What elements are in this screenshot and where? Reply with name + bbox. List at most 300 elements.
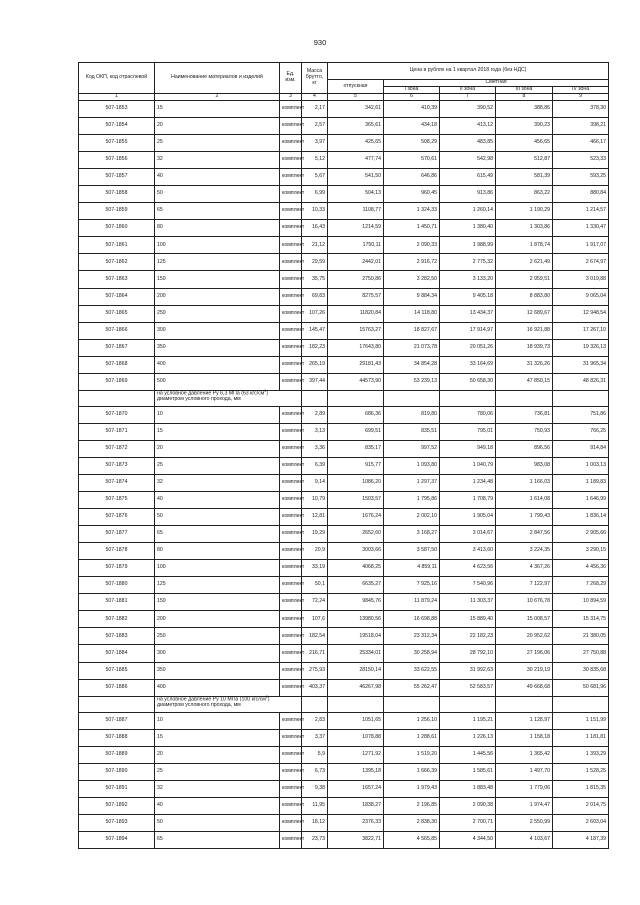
table-row <box>79 220 609 237</box>
product-code: 507-1863 <box>79 271 155 288</box>
product-diameter: 32 <box>155 474 280 491</box>
price-zone-2: 913,86 <box>440 186 496 203</box>
product-diameter: 50 <box>155 509 280 526</box>
price-zone-1: 1 256,10 <box>384 712 440 729</box>
price-zone-3: 18 939,73 <box>496 339 553 356</box>
price-zone-2: 413,12 <box>440 118 496 135</box>
price-release: 11820,84 <box>328 305 384 322</box>
product-unit: комплект <box>280 186 302 203</box>
price-release: 6635,27 <box>328 577 384 594</box>
product-code: 507-1868 <box>79 356 155 373</box>
product-diameter: 20 <box>155 746 280 763</box>
price-zone-4: 30 835,68 <box>553 662 609 679</box>
price-zone-2: 1 040,79 <box>440 457 496 474</box>
product-diameter: 65 <box>155 526 280 543</box>
section-header-empty-cell <box>496 390 553 406</box>
table-row <box>79 509 609 526</box>
product-code: 507-1875 <box>79 492 155 509</box>
price-zone-1: 4 565,85 <box>384 831 440 848</box>
price-zone-1: 4 859,11 <box>384 560 440 577</box>
product-code: 507-1884 <box>79 645 155 662</box>
price-zone-1: 646,86 <box>384 169 440 186</box>
product-diameter: 350 <box>155 339 280 356</box>
price-zone-1: 3 168,27 <box>384 526 440 543</box>
price-zone-1: 18 827,67 <box>384 322 440 339</box>
price-zone-3: 27 196,06 <box>496 645 553 662</box>
price-zone-2: 542,98 <box>440 152 496 169</box>
price-zone-3: 20 952,62 <box>496 628 553 645</box>
product-unit: комплект <box>280 118 302 135</box>
price-release: 3822,71 <box>328 831 384 848</box>
price-zone-2: 1 195,21 <box>440 712 496 729</box>
price-release: 1676,24 <box>328 509 384 526</box>
price-zone-3: 4 367,26 <box>496 560 553 577</box>
product-diameter: 50 <box>155 814 280 831</box>
price-zone-3: 4 103,67 <box>496 831 553 848</box>
price-zone-4: 1 528,25 <box>553 763 609 780</box>
price-zone-4: 27 750,88 <box>553 645 609 662</box>
price-zone-4: 15 314,75 <box>553 611 609 628</box>
product-unit: комплект <box>280 254 302 271</box>
price-zone-4: 2 674,97 <box>553 254 609 271</box>
price-zone-1: 960,45 <box>384 186 440 203</box>
product-diameter: 125 <box>155 254 280 271</box>
section-header-empty-cell <box>384 390 440 406</box>
product-diameter: 40 <box>155 797 280 814</box>
product-mass: 6,99 <box>302 186 328 203</box>
price-zone-4: 3 290,15 <box>553 543 609 560</box>
price-zone-1: 508,29 <box>384 135 440 152</box>
product-code: 507-1854 <box>79 118 155 135</box>
product-code: 507-1893 <box>79 814 155 831</box>
section-header-empty-cell <box>440 390 496 406</box>
product-unit: комплект <box>280 814 302 831</box>
product-code: 507-1872 <box>79 440 155 457</box>
price-zone-3: 1 365,42 <box>496 746 553 763</box>
section-header-empty-cell <box>328 390 384 406</box>
price-zone-4: 398,21 <box>553 118 609 135</box>
product-unit: комплект <box>280 543 302 560</box>
product-unit: комплект <box>280 457 302 474</box>
section-title-line: на условное давление Ру 10 МПа (100 кгс/см <box>157 696 266 703</box>
product-mass: 2,17 <box>302 101 328 118</box>
header-release: отпускная <box>328 80 384 94</box>
product-mass: 20,9 <box>302 543 328 560</box>
price-release: 365,61 <box>328 118 384 135</box>
product-code: 507-1856 <box>79 152 155 169</box>
product-unit: комплект <box>280 679 302 696</box>
product-diameter: 25 <box>155 135 280 152</box>
price-zone-2: 1 445,56 <box>440 746 496 763</box>
price-zone-1: 7 925,16 <box>384 577 440 594</box>
column-number: 1 <box>79 94 155 101</box>
table-row <box>79 594 609 611</box>
price-release: 477,74 <box>328 152 384 169</box>
section-header-empty-cell <box>328 696 384 712</box>
price-release: 29181,43 <box>328 356 384 373</box>
price-zone-1: 1 519,20 <box>384 746 440 763</box>
product-diameter: 25 <box>155 763 280 780</box>
product-code: 507-1866 <box>79 322 155 339</box>
price-zone-4: 914,84 <box>553 440 609 457</box>
product-mass: 145,47 <box>302 322 328 339</box>
price-release: 1838,27 <box>328 797 384 814</box>
table-row <box>79 339 609 356</box>
price-zone-1: 2 916,72 <box>384 254 440 271</box>
table-row <box>79 763 609 780</box>
product-code: 507-1855 <box>79 135 155 152</box>
price-zone-1: 1 450,71 <box>384 220 440 237</box>
product-unit: комплект <box>280 237 302 254</box>
product-unit: комплект <box>280 594 302 611</box>
product-unit: комплект <box>280 423 302 440</box>
product-diameter: 500 <box>155 373 280 390</box>
price-release: 686,36 <box>328 406 384 423</box>
section-header-empty-cell <box>553 696 609 712</box>
product-code: 507-1885 <box>79 662 155 679</box>
price-release: 1750,11 <box>328 237 384 254</box>
price-zone-2: 15 889,40 <box>440 611 496 628</box>
price-zone-3: 1 497,70 <box>496 763 553 780</box>
product-code: 507-1892 <box>79 797 155 814</box>
product-unit: комплект <box>280 492 302 509</box>
price-zone-1: 1 666,39 <box>384 763 440 780</box>
column-number: 8 <box>496 94 553 101</box>
price-zone-4: 2 905,66 <box>553 526 609 543</box>
product-code: 507-1887 <box>79 712 155 729</box>
price-zone-3: 390,23 <box>496 118 553 135</box>
price-release: 13980,56 <box>328 611 384 628</box>
product-code: 507-1867 <box>79 339 155 356</box>
table-body <box>79 101 609 849</box>
price-zone-1: 2 196,85 <box>384 797 440 814</box>
price-zone-1: 14 118,80 <box>384 305 440 322</box>
price-zone-3: 1 166,03 <box>496 474 553 491</box>
product-diameter: 15 <box>155 729 280 746</box>
product-diameter: 400 <box>155 679 280 696</box>
price-zone-3: 2 621,49 <box>496 254 553 271</box>
table-row <box>79 457 609 474</box>
price-zone-3: 983,08 <box>496 457 553 474</box>
price-zone-1: 1 093,80 <box>384 457 440 474</box>
table-row <box>79 797 609 814</box>
price-zone-1: 2 002,10 <box>384 509 440 526</box>
product-unit: комплект <box>280 271 302 288</box>
product-mass: 50,1 <box>302 577 328 594</box>
section-header-row <box>79 390 609 406</box>
price-zone-2: 615,49 <box>440 169 496 186</box>
price-zone-2: 1 260,14 <box>440 203 496 220</box>
product-mass: 9,38 <box>302 780 328 797</box>
product-mass: 5,67 <box>302 169 328 186</box>
price-zone-3: 16 921,88 <box>496 322 553 339</box>
price-zone-1: 23 312,34 <box>384 628 440 645</box>
price-release: 541,50 <box>328 169 384 186</box>
product-mass: 35,75 <box>302 271 328 288</box>
price-zone-4: 1 330,47 <box>553 220 609 237</box>
product-code: 507-1879 <box>79 560 155 577</box>
price-zone-4: 2 603,04 <box>553 814 609 831</box>
column-number: 2 <box>155 94 280 101</box>
price-zone-4: 19 326,13 <box>553 339 609 356</box>
product-code: 507-1890 <box>79 763 155 780</box>
table-row <box>79 780 609 797</box>
product-diameter: 65 <box>155 203 280 220</box>
price-zone-4: 1 151,99 <box>553 712 609 729</box>
price-release: 4068,25 <box>328 560 384 577</box>
price-zone-2: 13 434,37 <box>440 305 496 322</box>
price-release: 25334,01 <box>328 645 384 662</box>
price-zone-1: 1 288,61 <box>384 729 440 746</box>
product-code: 507-1865 <box>79 305 155 322</box>
table-row <box>79 101 609 118</box>
product-mass: 182,23 <box>302 339 328 356</box>
table-row <box>79 628 609 645</box>
price-release: 28150,14 <box>328 662 384 679</box>
table-row <box>79 237 609 254</box>
table-row <box>79 254 609 271</box>
product-unit: комплект <box>280 509 302 526</box>
table-row <box>79 322 609 339</box>
price-zone-3: 2 847,56 <box>496 526 553 543</box>
price-zone-2: 9 405,18 <box>440 288 496 305</box>
table-row <box>79 679 609 696</box>
product-diameter: 150 <box>155 271 280 288</box>
table-row <box>79 288 609 305</box>
product-mass: 5,12 <box>302 152 328 169</box>
header-zone-2: II зона <box>440 87 496 94</box>
table-row <box>79 729 609 746</box>
price-zone-1: 1 979,43 <box>384 780 440 797</box>
product-code: 507-1864 <box>79 288 155 305</box>
price-zone-4: 1 917,07 <box>553 237 609 254</box>
price-release: 1395,18 <box>328 763 384 780</box>
price-zone-3: 1 158,18 <box>496 729 553 746</box>
price-zone-3: 736,81 <box>496 406 553 423</box>
price-release: 2652,60 <box>328 526 384 543</box>
price-zone-3: 581,39 <box>496 169 553 186</box>
price-zone-3: 12 689,67 <box>496 305 553 322</box>
price-zone-3: 47 850,15 <box>496 373 553 390</box>
product-diameter: 15 <box>155 423 280 440</box>
column-number-row <box>79 94 609 101</box>
product-mass: 29,59 <box>302 254 328 271</box>
product-diameter: 125 <box>155 577 280 594</box>
price-zone-2: 33 164,69 <box>440 356 496 373</box>
column-number: 5 <box>328 94 384 101</box>
product-code: 507-1877 <box>79 526 155 543</box>
product-diameter: 250 <box>155 305 280 322</box>
section-header-empty-cell <box>302 390 328 406</box>
table-row <box>79 543 609 560</box>
table-row <box>79 492 609 509</box>
price-zone-3: 388,86 <box>496 101 553 118</box>
price-release: 1051,65 <box>328 712 384 729</box>
price-release: 1078,88 <box>328 729 384 746</box>
section-header-code-cell <box>79 390 155 406</box>
product-diameter: 250 <box>155 628 280 645</box>
table-row <box>79 152 609 169</box>
price-zone-2: 4 623,56 <box>440 560 496 577</box>
price-release: 46267,98 <box>328 679 384 696</box>
product-mass: 5,9 <box>302 746 328 763</box>
product-unit: комплект <box>280 746 302 763</box>
price-zone-4: 3 019,88 <box>553 271 609 288</box>
price-release: 1214,59 <box>328 220 384 237</box>
table-row <box>79 135 609 152</box>
product-diameter: 65 <box>155 831 280 848</box>
price-zone-1: 9 884,34 <box>384 288 440 305</box>
price-zone-1: 55 262,47 <box>384 679 440 696</box>
price-release: 17643,80 <box>328 339 384 356</box>
table-row <box>79 406 609 423</box>
product-unit: комплект <box>280 440 302 457</box>
table-row <box>79 474 609 491</box>
price-release: 15763,27 <box>328 322 384 339</box>
product-code: 507-1894 <box>79 831 155 848</box>
product-diameter: 32 <box>155 780 280 797</box>
product-code: 507-1882 <box>79 611 155 628</box>
table-row <box>79 662 609 679</box>
product-code: 507-1858 <box>79 186 155 203</box>
product-mass: 107,6 <box>302 611 328 628</box>
product-code: 507-1873 <box>79 457 155 474</box>
price-zone-3: 10 676,78 <box>496 594 553 611</box>
price-zone-3: 1 799,43 <box>496 509 553 526</box>
product-mass: 9,14 <box>302 474 328 491</box>
price-zone-4: 1 214,57 <box>553 203 609 220</box>
price-zone-1: 1 297,37 <box>384 474 440 491</box>
product-diameter: 32 <box>155 152 280 169</box>
price-zone-1: 2 838,30 <box>384 814 440 831</box>
table-row <box>79 169 609 186</box>
price-release: 1108,77 <box>328 203 384 220</box>
product-unit: комплект <box>280 220 302 237</box>
product-code: 507-1878 <box>79 543 155 560</box>
price-zone-4: 466,17 <box>553 135 609 152</box>
product-diameter: 10 <box>155 712 280 729</box>
table-row <box>79 305 609 322</box>
header-estimate: Сметная <box>384 80 609 87</box>
table-row <box>79 271 609 288</box>
price-release: 915,77 <box>328 457 384 474</box>
product-unit: комплект <box>280 373 302 390</box>
price-zone-3: 750,93 <box>496 423 553 440</box>
product-unit: комплект <box>280 288 302 305</box>
price-zone-3: 1 779,06 <box>496 780 553 797</box>
product-mass: 16,43 <box>302 220 328 237</box>
price-zone-3: 49 668,68 <box>496 679 553 696</box>
price-zone-1: 434,18 <box>384 118 440 135</box>
price-zone-2: 20 051,26 <box>440 339 496 356</box>
header-zone-3: III зона <box>496 87 553 94</box>
price-zone-4: 1 189,83 <box>553 474 609 491</box>
table-row <box>79 577 609 594</box>
price-zone-3: 2 959,51 <box>496 271 553 288</box>
product-code: 507-1859 <box>79 203 155 220</box>
product-mass: 403,37 <box>302 679 328 696</box>
price-zone-4: 4 187,39 <box>553 831 609 848</box>
product-code: 507-1857 <box>79 169 155 186</box>
product-unit: комплект <box>280 797 302 814</box>
price-zone-2: 17 914,97 <box>440 322 496 339</box>
product-unit: комплект <box>280 322 302 339</box>
price-zone-4: 48 826,31 <box>553 373 609 390</box>
product-unit: комплект <box>280 152 302 169</box>
price-table <box>78 62 609 849</box>
product-unit: комплект <box>280 712 302 729</box>
product-diameter: 200 <box>155 611 280 628</box>
table-row <box>79 440 609 457</box>
product-mass: 2,57 <box>302 118 328 135</box>
product-code: 507-1891 <box>79 780 155 797</box>
price-zone-1: 21 073,78 <box>384 339 440 356</box>
price-zone-4: 31 965,34 <box>553 356 609 373</box>
price-zone-2: 52 583,57 <box>440 679 496 696</box>
product-code: 507-1871 <box>79 423 155 440</box>
table-row <box>79 373 609 390</box>
price-zone-2: 1 988,99 <box>440 237 496 254</box>
product-mass: 107,26 <box>302 305 328 322</box>
product-diameter: 300 <box>155 645 280 662</box>
product-code: 507-1883 <box>79 628 155 645</box>
price-release: 699,51 <box>328 423 384 440</box>
product-unit: комплект <box>280 339 302 356</box>
price-release: 2376,33 <box>328 814 384 831</box>
section-header-row <box>79 696 609 712</box>
product-mass: 10,33 <box>302 203 328 220</box>
superscript-two: 2 <box>264 388 267 393</box>
price-release: 2750,86 <box>328 271 384 288</box>
price-zone-2: 50 658,30 <box>440 373 496 390</box>
section-header-empty-cell <box>496 696 553 712</box>
price-zone-3: 30 219,19 <box>496 662 553 679</box>
price-zone-2: 795,01 <box>440 423 496 440</box>
column-number: 4 <box>302 94 328 101</box>
price-zone-2: 483,85 <box>440 135 496 152</box>
price-zone-1: 997,52 <box>384 440 440 457</box>
price-zone-2: 1 905,04 <box>440 509 496 526</box>
price-zone-4: 1 003,13 <box>553 457 609 474</box>
price-zone-1: 819,80 <box>384 406 440 423</box>
product-code: 507-1869 <box>79 373 155 390</box>
table-row <box>79 118 609 135</box>
price-zone-2: 1 234,48 <box>440 474 496 491</box>
table-row <box>79 746 609 763</box>
price-zone-1: 16 698,88 <box>384 611 440 628</box>
price-zone-3: 512,87 <box>496 152 553 169</box>
price-release: 44573,90 <box>328 373 384 390</box>
price-zone-1: 1 795,86 <box>384 492 440 509</box>
product-mass: 265,19 <box>302 356 328 373</box>
price-zone-2: 1 883,48 <box>440 780 496 797</box>
product-code: 507-1881 <box>79 594 155 611</box>
price-release: 2442,01 <box>328 254 384 271</box>
product-mass: 397,44 <box>302 373 328 390</box>
product-mass: 3,36 <box>302 440 328 457</box>
product-unit: комплект <box>280 577 302 594</box>
price-zone-2: 1 585,61 <box>440 763 496 780</box>
product-unit: комплект <box>280 203 302 220</box>
price-zone-3: 2 550,99 <box>496 814 553 831</box>
section-header-code-cell <box>79 696 155 712</box>
price-zone-4: 751,86 <box>553 406 609 423</box>
price-release: 1503,57 <box>328 492 384 509</box>
product-mass: 182,54 <box>302 628 328 645</box>
price-release: 3003,66 <box>328 543 384 560</box>
column-number: 6 <box>384 94 440 101</box>
price-zone-4: 1 836,14 <box>553 509 609 526</box>
